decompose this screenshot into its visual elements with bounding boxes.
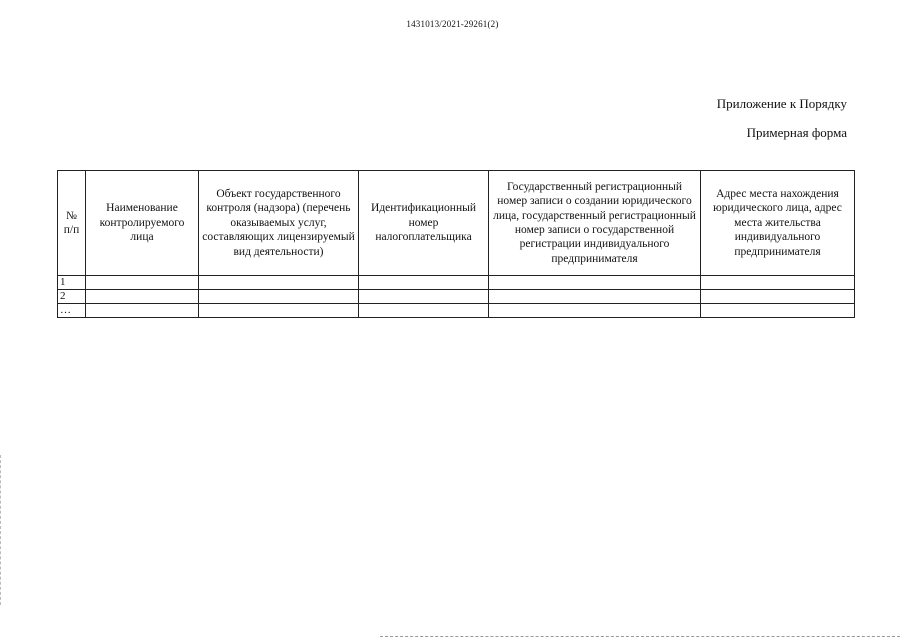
registry-table — [57, 170, 855, 318]
scan-bottom-marks — [380, 636, 900, 637]
table-cell[interactable] — [359, 304, 489, 318]
column-header-inn: Идентификационный номер налогоплательщика — [359, 171, 489, 276]
table-cell[interactable] — [489, 304, 701, 318]
table-row — [58, 276, 855, 290]
table-cell[interactable] — [359, 276, 489, 290]
table-cell[interactable] — [489, 290, 701, 304]
appendix-title: Приложение к Порядку — [716, 96, 847, 111]
table-cell[interactable] — [86, 290, 199, 304]
table-cell[interactable] — [199, 290, 359, 304]
row-number: 1 — [58, 276, 86, 290]
form-type-label: Примерная форма — [746, 125, 847, 140]
table-cell[interactable] — [701, 304, 855, 318]
table-header-row — [58, 171, 855, 276]
document-registration-number: 1431013/2021-29261(2) — [406, 19, 499, 29]
table-row — [58, 304, 855, 318]
column-header-number: № п/п — [58, 171, 86, 276]
table-cell[interactable] — [701, 290, 855, 304]
table-cell[interactable] — [701, 276, 855, 290]
table-cell[interactable] — [86, 304, 199, 318]
table-cell[interactable] — [489, 276, 701, 290]
column-header-address: Адрес места нахождения юридического лица, адрес места жительства индивидуального предпринимателя — [701, 171, 855, 276]
table-row — [58, 290, 855, 304]
row-number: … — [58, 304, 86, 318]
column-header-control-object: Объект государственного контроля (надзора) (перечень оказываемых услуг, составляющих лицензируемый вид деятельности) — [199, 171, 359, 276]
column-header-ogrn: Государственный регистрационный номер записи о создании юридического лица, государственный регистрационный номер записи о государственной регистрации индивидуального предпринимателя — [489, 171, 701, 276]
table-cell[interactable] — [86, 276, 199, 290]
row-number: 2 — [58, 290, 86, 304]
table-cell[interactable] — [359, 290, 489, 304]
table-cell[interactable] — [199, 276, 359, 290]
column-header-controlled-entity: Наименование контролируемого лица — [86, 171, 199, 276]
table-cell[interactable] — [199, 304, 359, 318]
scan-edge-marks — [0, 455, 3, 605]
